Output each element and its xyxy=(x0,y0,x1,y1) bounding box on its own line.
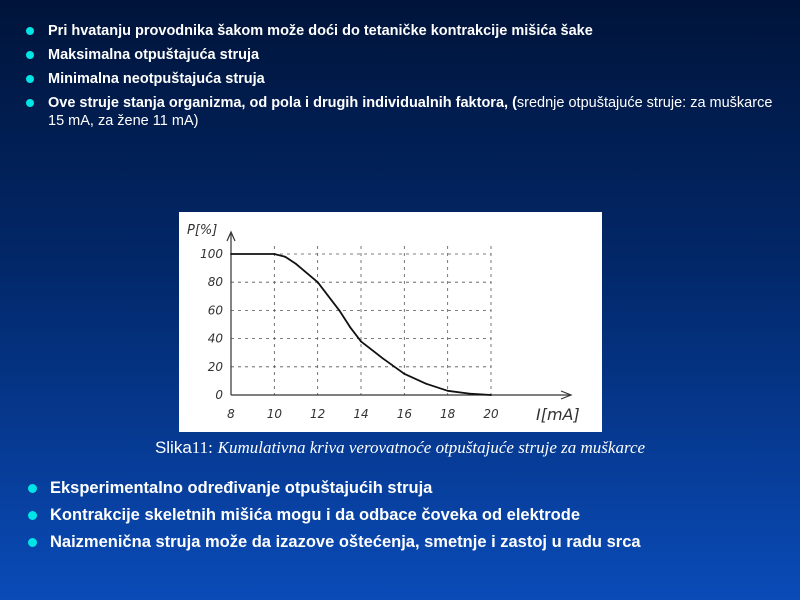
top-bullet-item xyxy=(24,94,784,130)
bullet-icon xyxy=(28,538,37,547)
figure-chart xyxy=(179,212,602,432)
bottom-bullet-list xyxy=(26,477,786,558)
bullet-icon xyxy=(28,484,37,493)
series-point xyxy=(490,394,492,396)
series-point xyxy=(360,341,362,343)
bullet-icon xyxy=(26,99,34,107)
series-point xyxy=(338,310,340,312)
top-bullet-item xyxy=(24,70,784,88)
caption-number: 11: xyxy=(191,438,213,457)
bullet-text: Maksimalna otpuštajuća struja xyxy=(48,47,260,63)
bottom-bullet-item xyxy=(26,477,786,499)
x-tick-label: 12 xyxy=(310,407,326,421)
y-tick-label: 0 xyxy=(215,388,223,402)
series-point xyxy=(382,357,384,359)
top-bullet-item xyxy=(24,46,784,64)
y-tick-label: 80 xyxy=(207,275,223,290)
bullet-note: srednje otpuštajuće struje: za muškarce 15 mA, za žene 11 mA) xyxy=(48,95,773,129)
series-point xyxy=(468,393,470,395)
bullet-text: Eksperimentalno određivanje otpuštajućih struja xyxy=(50,479,433,497)
y-tick-label: 60 xyxy=(207,303,223,318)
bottom-bullet-item xyxy=(26,504,786,526)
series-point xyxy=(349,326,351,328)
bullet-text: Ove struje stanja organizma, od pola i drugih individualnih faktora, ( xyxy=(48,95,517,111)
bottom-bullet-item xyxy=(26,531,786,553)
bullet-text: Naizmenična struja može da izazove oštećenja, smetnje i zastoj u radu srca xyxy=(50,533,641,551)
x-tick-label: 8 xyxy=(227,407,235,421)
x-tick-label: 18 xyxy=(440,407,456,421)
caption-text: Kumulativna kriva verovatnoće otpuštajuće struje za muškarce xyxy=(217,438,646,457)
series-point xyxy=(447,390,449,392)
x-axis-label: I[mA] xyxy=(536,405,580,424)
series-point xyxy=(284,256,286,258)
x-tick-label: 16 xyxy=(396,407,412,421)
bullet-text: Kontrakcije skeletnih mišića mogu i da odbace čoveka od elektrode xyxy=(50,506,581,524)
x-tick-label: 14 xyxy=(353,407,369,421)
top-bullet-list xyxy=(24,22,784,136)
series-point xyxy=(403,373,405,375)
caption-label: Slika xyxy=(154,438,192,457)
series-point xyxy=(273,253,275,255)
x-tick-label: 10 xyxy=(266,407,282,421)
series-point xyxy=(295,263,297,265)
bullet-icon xyxy=(28,511,37,520)
y-tick-label: 20 xyxy=(207,359,223,374)
series-point xyxy=(317,281,319,283)
y-axis-label: P[%] xyxy=(187,223,218,238)
bullet-text: Minimalna neotpuštajuća struja xyxy=(48,71,265,87)
bullet-icon xyxy=(26,27,34,35)
series-point xyxy=(425,383,427,385)
bullet-icon xyxy=(26,75,34,83)
bullet-icon xyxy=(26,51,34,59)
series-point xyxy=(230,253,232,255)
bullet-text: Pri hvatanju provodnika šakom može doći do tetaničke kontrakcije mišića šake xyxy=(48,23,593,39)
cumulative-probability-chart xyxy=(179,212,602,432)
figure-caption xyxy=(0,438,800,458)
y-tick-label: 100 xyxy=(200,247,223,261)
x-tick-label: 20 xyxy=(483,407,499,421)
y-tick-label: 40 xyxy=(207,331,223,346)
top-bullet-item xyxy=(24,22,784,40)
